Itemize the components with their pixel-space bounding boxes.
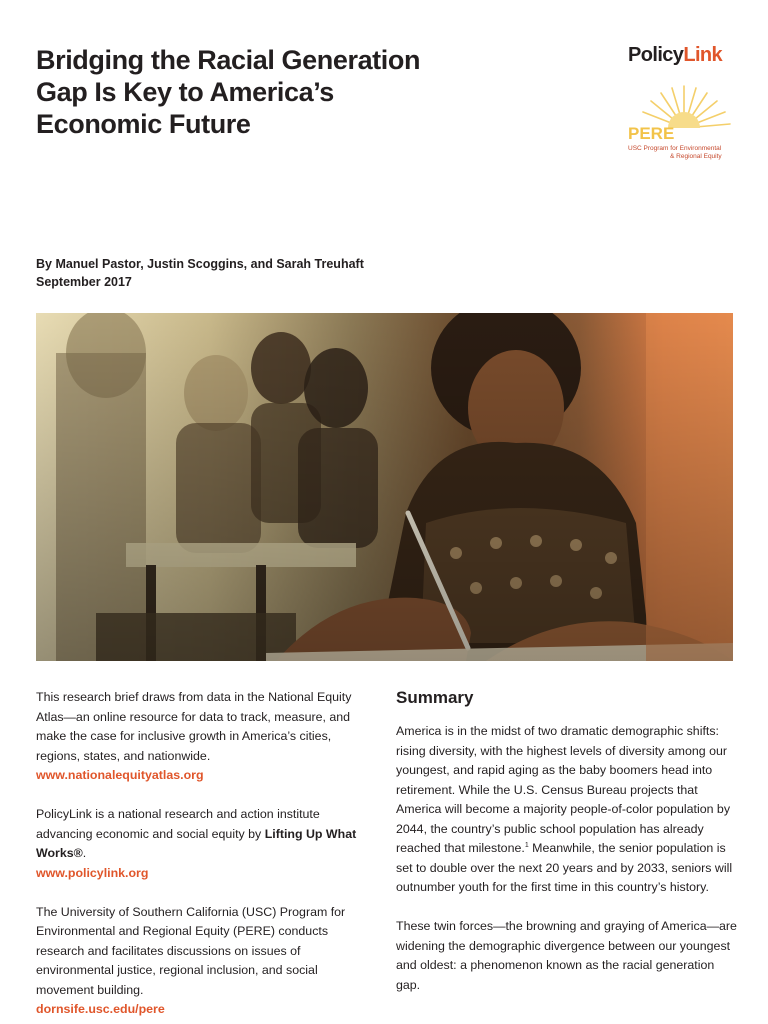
intro-pere-text: The University of Southern California (USC) Program for Environmental and Regional Equity (PERE) conducts research and facilitates discussions on issues of environmental justice, regional inclusion, and social movement building. bbox=[36, 904, 346, 997]
intro-policylink-end: . bbox=[82, 846, 87, 860]
summary-p1-part-a: America is in the midst of two dramatic demographic shifts: rising diversity, with the highest levels of diversity among our youngest, and rapid aging as the baby boomers head into retirement. While the U.S. Census Bureau projects that America will become a majority people-of-color population by 2044, the country’s public school population has already reached that milestone. bbox=[396, 724, 731, 855]
title-line-2: Gap Is Key to America’s bbox=[36, 77, 334, 107]
pere-subtitle-line-2: & Regional Equity bbox=[670, 152, 722, 160]
policylink-logo-part1: Policy bbox=[628, 44, 684, 66]
summary-paragraph-1 bbox=[396, 722, 738, 898]
title-line-3: Economic Future bbox=[36, 109, 251, 139]
footnote-marker[interactable]: 1 bbox=[524, 841, 529, 849]
pere-subtitle-line-1: USC Program for Environmental bbox=[628, 145, 722, 152]
summary-column bbox=[396, 722, 738, 1015]
summary-paragraph-2: These twin forces—the browning and graying of America—are widening the demographic divergence between our youngest and oldest: a phenomenon known as the racial generation gap. bbox=[396, 919, 737, 992]
title-line-1: Bridging the Racial Generation bbox=[36, 45, 421, 75]
intro-policylink-tagline: Lifting Up What Works® bbox=[36, 826, 357, 860]
intro-atlas-text: This research brief draws from data in the National Equity Atlas—an online resource for data to track, measure, and make the case for inclusive growth in America’s cities, regions, states, and nationwide. bbox=[36, 690, 352, 763]
policylink-link[interactable]: www.policylink.org bbox=[36, 865, 149, 880]
summary-heading: Summary bbox=[396, 688, 474, 707]
page-title bbox=[36, 44, 466, 140]
intro-policylink-paragraph bbox=[36, 805, 376, 883]
policylink-logo-part2: Link bbox=[683, 44, 723, 66]
classroom-photo-icon bbox=[36, 313, 733, 661]
pere-wordmark: PERE bbox=[628, 124, 675, 143]
intro-pere-paragraph bbox=[36, 903, 376, 1020]
intro-atlas-paragraph bbox=[36, 688, 376, 786]
classroom-photo bbox=[36, 313, 733, 661]
byline-date: September 2017 bbox=[36, 275, 132, 289]
byline bbox=[36, 255, 364, 291]
summary-p1-part-b: Meanwhile, the senior population is set to double over the next 20 years and by 2033, seniors will outnumber youth for the first time in this country’s history. bbox=[396, 841, 733, 894]
intro-column bbox=[36, 688, 376, 1024]
policylink-logo bbox=[628, 44, 722, 67]
intro-policylink-text: PolicyLink is a national research and action institute advancing economic and social equity by bbox=[36, 807, 320, 841]
pere-link[interactable]: dornsife.usc.edu/pere bbox=[36, 1002, 165, 1016]
byline-authors: By Manuel Pastor, Justin Scoggins, and Sarah Treuhaft bbox=[36, 257, 364, 271]
pere-subtitle bbox=[628, 145, 738, 160]
national-equity-atlas-link[interactable]: www.nationalequityatlas.org bbox=[36, 768, 204, 782]
